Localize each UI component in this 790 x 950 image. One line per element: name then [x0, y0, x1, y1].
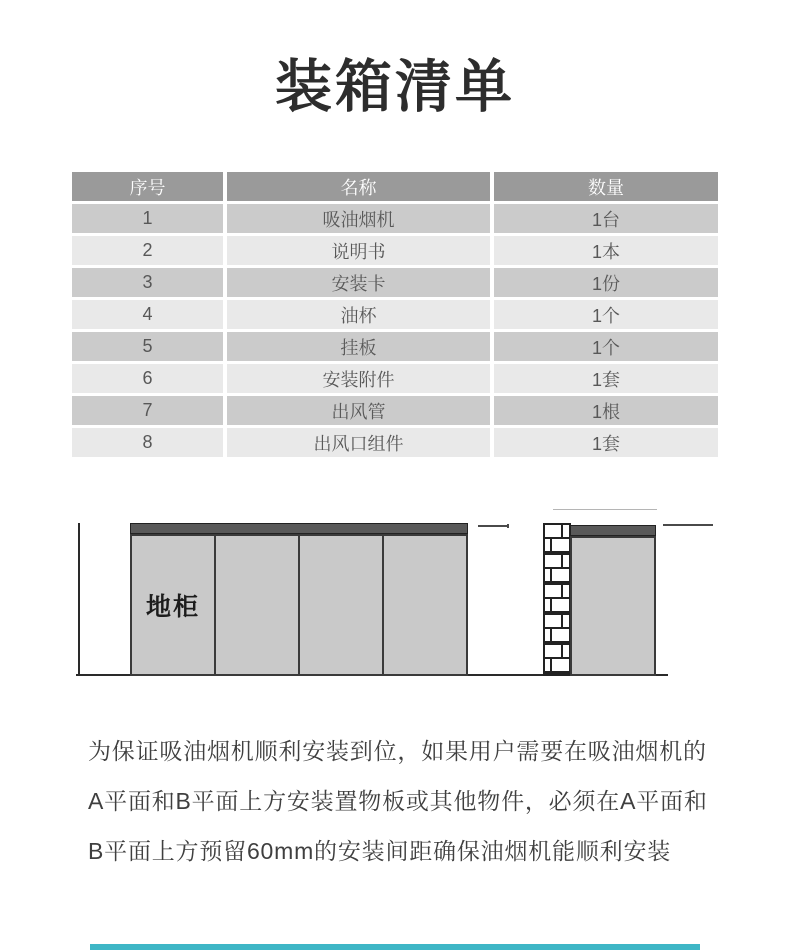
block-body [570, 536, 656, 676]
section-divider-bar [90, 944, 700, 950]
page-title: 装箱清单 [275, 55, 515, 119]
packing-table [72, 172, 718, 457]
table-cell: 说明书 [227, 236, 490, 265]
cabinet-divider [214, 534, 216, 676]
table-cell: 1根 [494, 396, 718, 425]
dimension-tick [507, 524, 509, 528]
table-cell: 7 [72, 396, 223, 425]
table-cell: 挂板 [227, 332, 490, 361]
table-cell: 3 [72, 268, 223, 297]
countertop [570, 525, 656, 536]
table-cell: 1份 [494, 268, 718, 297]
note-line: B平面上方预留60mm的安装间距确保油烟机能顺利安装 [88, 838, 672, 864]
countertop [130, 523, 468, 534]
table-cell: 4 [72, 300, 223, 329]
table-cell: 1套 [494, 428, 718, 457]
table-cell: 1个 [494, 300, 718, 329]
wall-edge-line [78, 523, 80, 676]
table-cell: 6 [72, 364, 223, 393]
cabinet-divider [382, 534, 384, 676]
table-header-cell: 数量 [494, 172, 718, 201]
table-cell: 1本 [494, 236, 718, 265]
table-cell: 8 [72, 428, 223, 457]
table-cell: 油杯 [227, 300, 490, 329]
table-cell: 1套 [494, 364, 718, 393]
table-cell: 出风管 [227, 396, 490, 425]
cabinet-divider [298, 534, 300, 676]
floor-cabinet [130, 523, 468, 676]
table-header-cell: 序号 [72, 172, 223, 201]
table-cell: 5 [72, 332, 223, 361]
faint-guide-line [553, 509, 657, 510]
wall-cabinet-block [570, 525, 656, 676]
table-cell: 1 [72, 204, 223, 233]
table-cell: 安装卡 [227, 268, 490, 297]
dimension-line-b [663, 524, 713, 526]
note-line: 为保证吸油烟机顺利安装到位，如果用户需要在吸油烟机的 [88, 738, 707, 764]
table-cell: 出风口组件 [227, 428, 490, 457]
cabinet-label: 地柜 [146, 593, 201, 621]
note-line: A平面和B平面上方安装置物板或其他物件，必须在A平面和 [88, 788, 708, 814]
table-cell: 安装附件 [227, 364, 490, 393]
table-cell: 2 [72, 236, 223, 265]
dimension-line-a [478, 525, 509, 527]
table-cell: 吸油烟机 [227, 204, 490, 233]
installation-note [88, 726, 736, 876]
table-cell: 1台 [494, 204, 718, 233]
table-cell: 1个 [494, 332, 718, 361]
table-header-cell: 名称 [227, 172, 490, 201]
brick-wall-icon [543, 523, 571, 676]
